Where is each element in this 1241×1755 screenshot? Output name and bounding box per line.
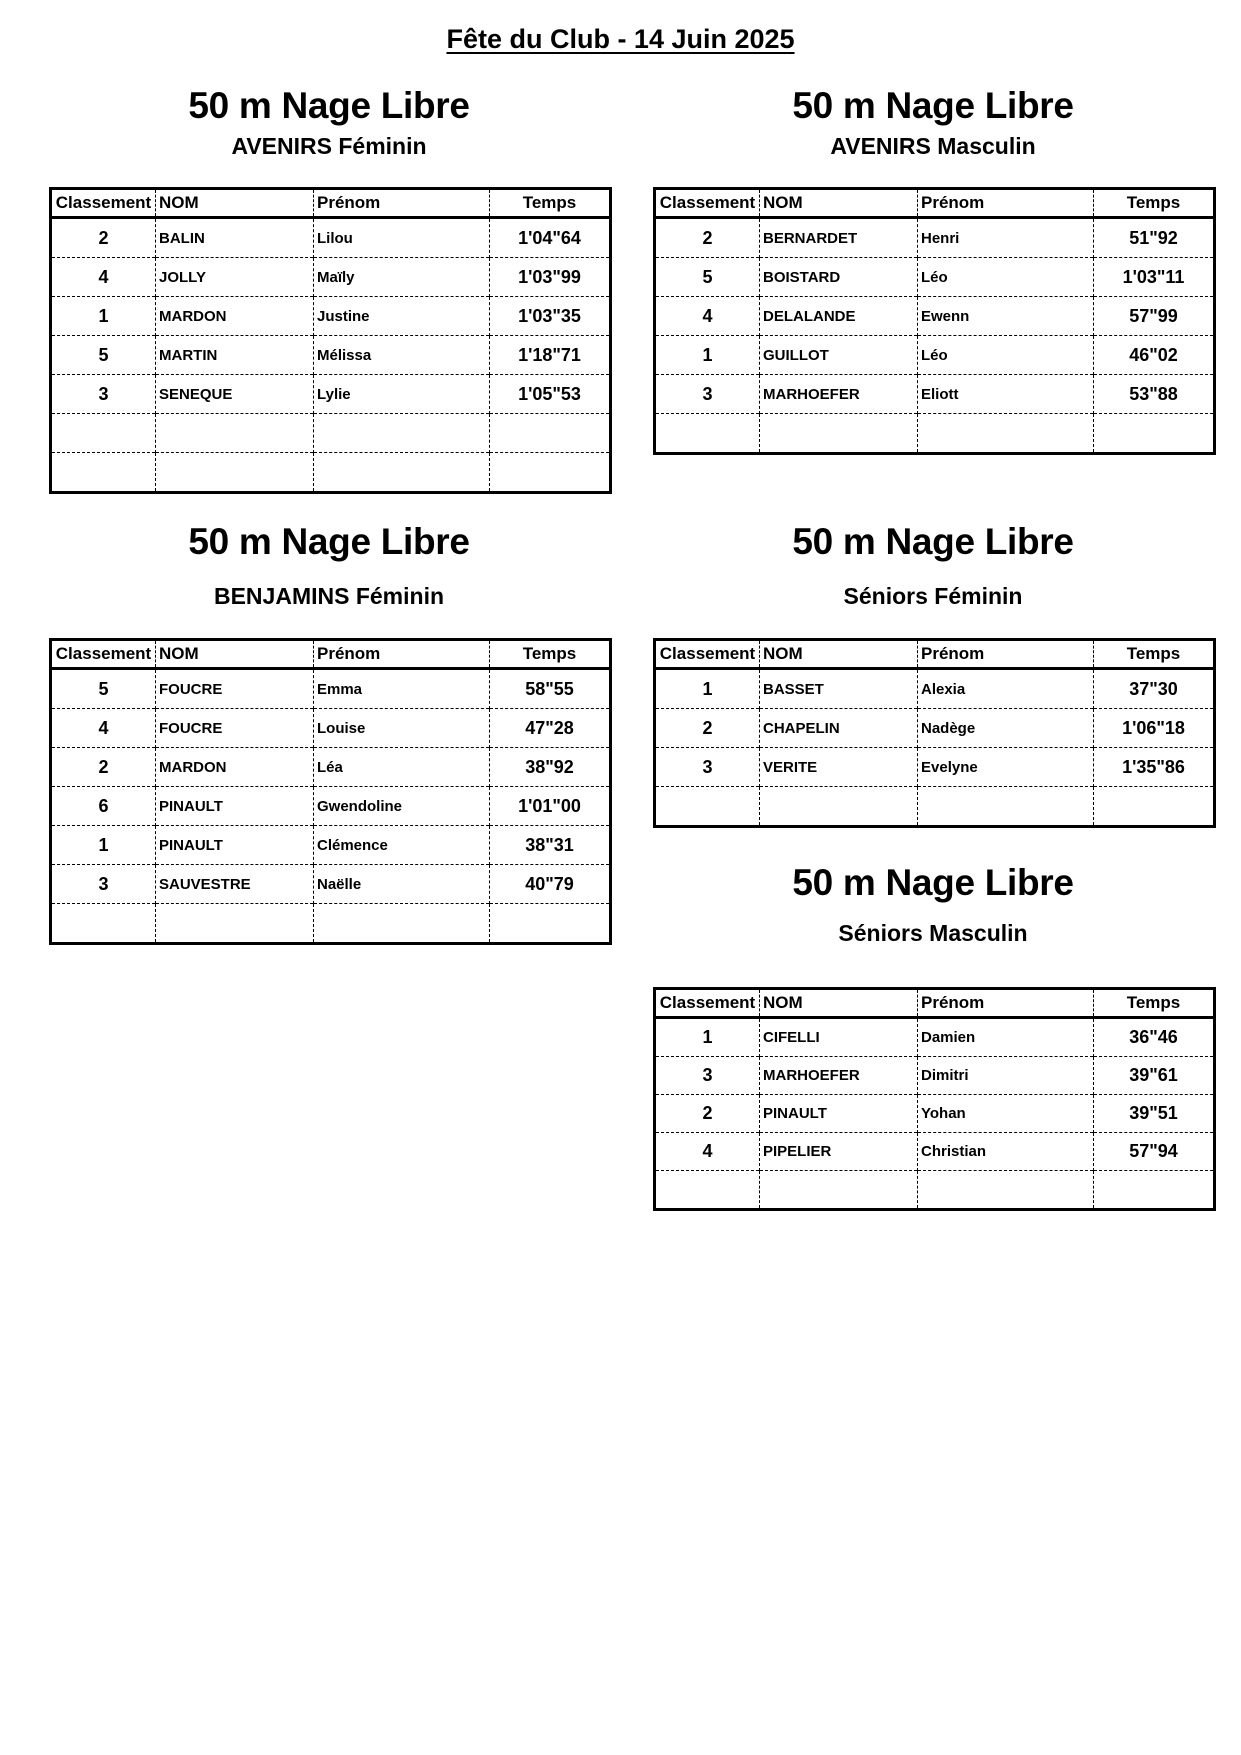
nom-cell: FOUCRE (156, 669, 314, 709)
temps-cell: 1'04"64 (490, 218, 611, 258)
prenom-cell: Emma (314, 669, 490, 709)
header-classement: Classement (51, 189, 156, 218)
table-row (655, 748, 1215, 787)
category-title: Séniors Féminin (843, 583, 1023, 609)
nom-cell: SAUVESTRE (156, 865, 314, 904)
prenom-cell: Damien (918, 1018, 1094, 1057)
nom-cell: PINAULT (156, 826, 314, 865)
rank-cell: 2 (702, 227, 713, 248)
temps-cell: 51"92 (1094, 218, 1215, 258)
rank-cell: 5 (655, 258, 760, 297)
temps-cell: 37"30 (1094, 669, 1215, 709)
table-row (655, 787, 1215, 827)
table-row (51, 865, 611, 904)
rank-cell: 5 (98, 678, 109, 699)
rank-cell: 4 (655, 1133, 760, 1171)
temps-cell: 1'35"86 (1094, 748, 1215, 787)
rank-cell: 2 (655, 1095, 760, 1133)
prenom-cell: Lylie (314, 375, 490, 414)
temps-cell: 57"94 (1094, 1133, 1215, 1171)
prenom-cell: Justine (314, 297, 490, 336)
table-row (655, 336, 1215, 375)
prenom-cell: Léo (918, 258, 1094, 297)
rank-cell (655, 787, 760, 827)
rank-cell: 6 (51, 787, 156, 826)
results-block-avenirs-feminin (49, 80, 609, 404)
nom-cell: MARDON (156, 297, 314, 336)
header-classement: Classement (51, 640, 156, 669)
rank-cell: 4 (51, 709, 156, 748)
nom-cell: JOLLY (156, 258, 314, 297)
table-row (51, 375, 611, 414)
temps-cell: 38"92 (490, 748, 611, 787)
table-row (51, 669, 611, 709)
nom-cell: SENEQUE (156, 375, 314, 414)
nom-cell (760, 1171, 918, 1210)
header-temps: Temps (1094, 989, 1215, 1018)
event-title: 50 m Nage Libre (188, 521, 470, 562)
rank-cell: 3 (655, 375, 760, 414)
prenom-cell (314, 453, 490, 493)
nom-cell: BOISTARD (760, 258, 918, 297)
category-title: Séniors Masculin (838, 920, 1028, 946)
temps-cell: 38"31 (490, 826, 611, 865)
rank-cell: 2 (51, 748, 156, 787)
header-temps: Temps (1094, 189, 1215, 218)
header-row (655, 640, 1215, 669)
prenom-cell: Mélissa (314, 336, 490, 375)
nom-cell: CHAPELIN (760, 709, 918, 748)
prenom-cell: Naëlle (314, 865, 490, 904)
temps-cell (490, 904, 611, 944)
rank-cell (51, 414, 156, 453)
header-prenom: Prénom (918, 189, 1094, 218)
results-block-seniors-feminin (653, 516, 1213, 777)
header-nom: NOM (760, 989, 918, 1018)
rank-cell (51, 453, 156, 493)
prenom-cell (918, 414, 1094, 454)
table-row (655, 1095, 1215, 1133)
header-temps: Temps (490, 189, 611, 218)
nom-cell (156, 904, 314, 944)
header-nom: NOM (156, 640, 314, 669)
table-row (655, 297, 1215, 336)
nom-cell: CIFELLI (760, 1018, 918, 1057)
nom-cell (760, 787, 918, 827)
table-row (655, 669, 1215, 709)
table-row (51, 453, 611, 493)
temps-cell: 1'06"18 (1094, 709, 1215, 748)
temps-cell: 39"51 (1094, 1095, 1215, 1133)
rank-cell: 1 (702, 678, 713, 699)
nom-cell: GUILLOT (760, 336, 918, 375)
temps-cell (1094, 1171, 1215, 1210)
header-temps: Temps (1094, 640, 1215, 669)
nom-cell: BERNARDET (760, 218, 918, 258)
rank-cell: 1 (655, 336, 760, 375)
table-row (51, 709, 611, 748)
rank-cell: 1 (702, 1027, 713, 1047)
category-title: AVENIRS Féminin (231, 133, 427, 159)
table-row (655, 218, 1215, 258)
header-classement: Classement (655, 989, 760, 1018)
temps-cell (1094, 787, 1215, 827)
table-row (51, 297, 611, 336)
prenom-cell (314, 414, 490, 453)
prenom-cell: Dimitri (918, 1057, 1094, 1095)
table-row (655, 1057, 1215, 1095)
table-row (51, 826, 611, 865)
nom-cell: MARTIN (156, 336, 314, 375)
header-temps: Temps (490, 640, 611, 669)
header-nom: NOM (156, 189, 314, 218)
table-row (655, 258, 1215, 297)
table-row (655, 709, 1215, 748)
header-row (655, 189, 1215, 218)
nom-cell (156, 453, 314, 493)
header-classement: Classement (655, 640, 760, 669)
prenom-cell: Ewenn (918, 297, 1094, 336)
rank-cell: 3 (51, 865, 156, 904)
nom-cell: BALIN (156, 218, 314, 258)
rank-cell: 1 (51, 297, 156, 336)
page-title-text: Fête du Club - 14 Juin 2025 (446, 24, 795, 54)
rank-cell: 2 (98, 227, 109, 248)
nom-cell: FOUCRE (156, 709, 314, 748)
temps-cell (1094, 414, 1215, 454)
header-nom: NOM (760, 640, 918, 669)
header-classement: Classement (655, 189, 760, 218)
temps-cell: 1'18"71 (490, 336, 611, 375)
temps-cell: 1'05"53 (490, 375, 611, 414)
results-block-seniors-masculin (653, 857, 1213, 1161)
results-table (49, 638, 612, 945)
prenom-cell: Maïly (314, 258, 490, 297)
prenom-cell (918, 787, 1094, 827)
table-row (51, 904, 611, 944)
nom-cell: DELALANDE (760, 297, 918, 336)
table-row (51, 414, 611, 453)
prenom-cell: Gwendoline (314, 787, 490, 826)
table-row (655, 414, 1215, 454)
prenom-cell: Christian (918, 1133, 1094, 1171)
header-prenom: Prénom (314, 189, 490, 218)
header-row (655, 989, 1215, 1018)
temps-cell: 1'03"99 (490, 258, 611, 297)
header-prenom: Prénom (918, 989, 1094, 1018)
prenom-cell (918, 1171, 1094, 1210)
rank-cell (655, 1171, 760, 1210)
header-prenom: Prénom (918, 640, 1094, 669)
temps-cell: 1'03"35 (490, 297, 611, 336)
prenom-cell: Eliott (918, 375, 1094, 414)
nom-cell: PINAULT (156, 787, 314, 826)
header-prenom: Prénom (314, 640, 490, 669)
prenom-cell: Léa (314, 748, 490, 787)
header-row (51, 189, 611, 218)
temps-cell: 36"46 (1094, 1018, 1215, 1057)
event-title: 50 m Nage Libre (792, 85, 1074, 126)
temps-cell: 1'01"00 (490, 787, 611, 826)
temps-cell: 40"79 (490, 865, 611, 904)
rank-cell: 4 (655, 297, 760, 336)
temps-cell: 46"02 (1094, 336, 1215, 375)
temps-cell: 47"28 (490, 709, 611, 748)
rank-cell: 5 (51, 336, 156, 375)
temps-cell: 58"55 (490, 669, 611, 709)
table-row (51, 748, 611, 787)
table-row (655, 1171, 1215, 1210)
nom-cell: MARHOEFER (760, 375, 918, 414)
table-row (655, 1133, 1215, 1171)
table-row (655, 1018, 1215, 1057)
nom-cell: MARHOEFER (760, 1057, 918, 1095)
temps-cell: 39"61 (1094, 1057, 1215, 1095)
nom-cell: BASSET (760, 669, 918, 709)
category-title: AVENIRS Masculin (830, 133, 1036, 159)
prenom-cell: Evelyne (918, 748, 1094, 787)
prenom-cell: Alexia (918, 669, 1094, 709)
rank-cell: 3 (51, 375, 156, 414)
results-table (49, 187, 612, 494)
table-row (51, 258, 611, 297)
event-title: 50 m Nage Libre (792, 521, 1074, 562)
nom-cell: VERITE (760, 748, 918, 787)
results-table (653, 987, 1216, 1211)
header-nom: NOM (760, 189, 918, 218)
nom-cell: MARDON (156, 748, 314, 787)
table-row (51, 218, 611, 258)
prenom-cell: Yohan (918, 1095, 1094, 1133)
nom-cell (156, 414, 314, 453)
category-title: BENJAMINS Féminin (213, 583, 445, 609)
temps-cell: 57"99 (1094, 297, 1215, 336)
results-table (653, 187, 1216, 455)
prenom-cell: Louise (314, 709, 490, 748)
table-row (51, 787, 611, 826)
temps-cell: 53"88 (1094, 375, 1215, 414)
prenom-cell: Clémence (314, 826, 490, 865)
temps-cell (490, 414, 611, 453)
prenom-cell: Nadège (918, 709, 1094, 748)
prenom-cell: Henri (918, 218, 1094, 258)
temps-cell: 1'03"11 (1094, 258, 1215, 297)
results-table (653, 638, 1216, 828)
table-row (51, 336, 611, 375)
nom-cell: PIPELIER (760, 1133, 918, 1171)
table-row (655, 375, 1215, 414)
nom-cell: PINAULT (760, 1095, 918, 1133)
rank-cell: 1 (51, 826, 156, 865)
rank-cell: 2 (655, 709, 760, 748)
header-row (51, 640, 611, 669)
results-block-benjamins-feminin (49, 516, 609, 894)
rank-cell (51, 904, 156, 944)
prenom-cell: Lilou (314, 218, 490, 258)
page-title (0, 24, 1241, 55)
temps-cell (490, 453, 611, 493)
nom-cell (760, 414, 918, 454)
event-title: 50 m Nage Libre (188, 85, 470, 126)
prenom-cell: Léo (918, 336, 1094, 375)
rank-cell: 3 (655, 748, 760, 787)
prenom-cell (314, 904, 490, 944)
event-title: 50 m Nage Libre (792, 862, 1074, 903)
rank-cell: 3 (655, 1057, 760, 1095)
rank-cell: 4 (51, 258, 156, 297)
rank-cell (655, 414, 760, 454)
results-block-avenirs-masculin (653, 80, 1213, 404)
